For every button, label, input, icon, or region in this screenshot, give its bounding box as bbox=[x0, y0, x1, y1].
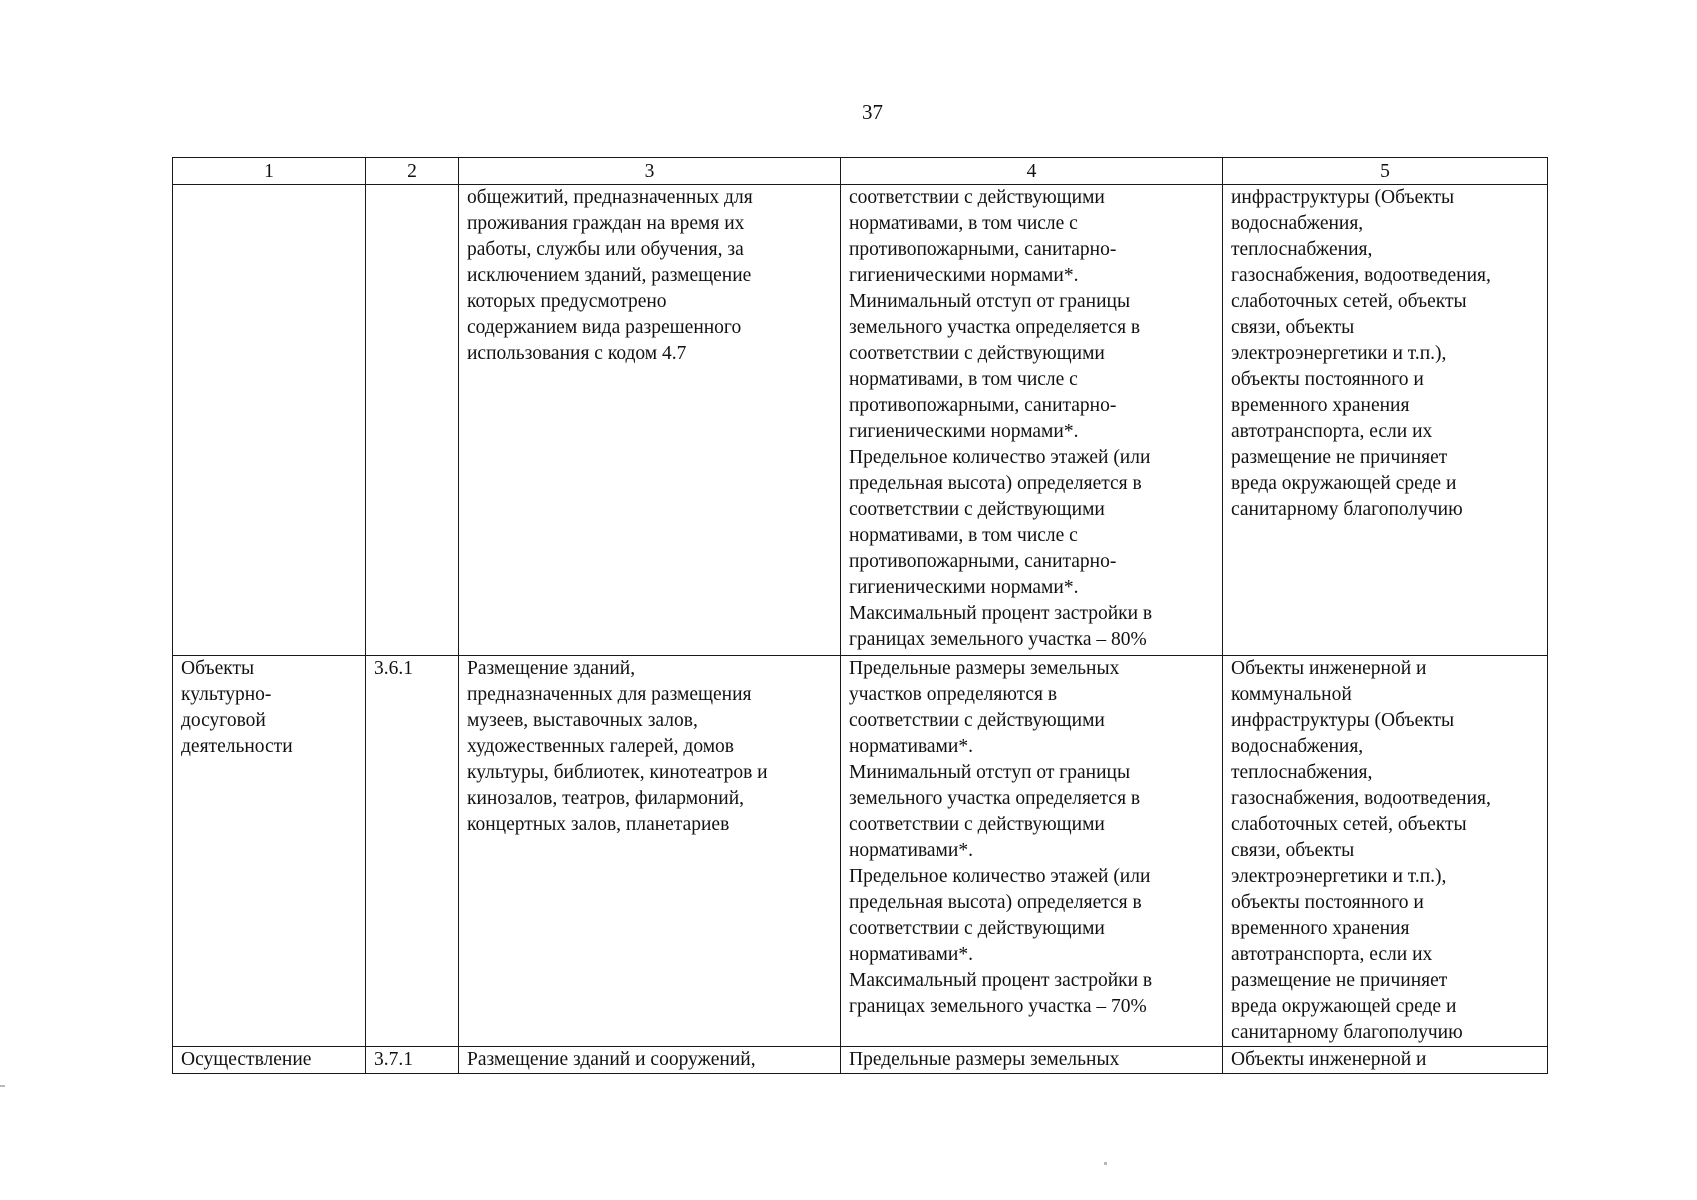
column-header-3: 3 bbox=[459, 158, 841, 185]
cell-text: инфраструктуры (Объекты водоснабжения, теплоснабжения, газоснабжения, водоотведения, слаботочных сетей, объекты связи, объекты электроэнергетики и т.п.), объекты постоянного и временного хранения автотранспорта, если их размещение не причиняет вреда окружающей среде и санитарному благополучию bbox=[1231, 187, 1491, 520]
cell-text: Предельные размеры земельных участков определяются в соответствии с действующими нормативами*. Минимальный отступ от границы земельного участка определяется в соответствии с действующими нормативами*. Предельное количество этажей (или предельная высота) определяется в соответствии с действующими нормативами*. Максимальный процент застройки в границах земельного участка – 70% bbox=[849, 658, 1153, 1017]
cell-text: Объекты культурно- досуговой деятельности bbox=[181, 658, 293, 757]
cell-text: Осуществление bbox=[181, 1049, 312, 1070]
cell-text: Размещение зданий, предназначенных для размещения музеев, выставочных залов, художественных галерей, домов культуры, библиотек, кинотеатров и кинозалов, театров, филармоний, концертных залов, планетариев bbox=[467, 658, 768, 835]
cell-use-description bbox=[459, 656, 841, 1047]
cell-use-name bbox=[173, 1047, 366, 1074]
cell-parameters bbox=[841, 1047, 1223, 1074]
cell-text: общежитий, предназначенных для проживания граждан на время их работы, службы или обучения, за исключением зданий, размещение которых предусмотрено содержанием вида разрешенного использования с кодом 4.7 bbox=[467, 187, 753, 364]
table-row bbox=[173, 1047, 1548, 1074]
column-header-1: 1 bbox=[173, 158, 366, 185]
cell-use-code bbox=[366, 185, 459, 656]
cell-text: Объекты инженерной и коммунальной инфраструктуры (Объекты водоснабжения, теплоснабжения, газоснабжения, водоотведения, слаботочных сетей, объекты связи, объекты электроэнергетики и т.п.), объекты постоянного и временного хранения автотранспорта, если их размещение не причиняет вреда окружающей среде и санитарному благополучию bbox=[1231, 658, 1491, 1043]
cell-use-name bbox=[173, 185, 366, 656]
cell-text: 3.7.1 bbox=[374, 1049, 413, 1070]
cell-text: 3.6.1 bbox=[374, 658, 413, 679]
cell-text: соответствии с действующими нормативами, в том числе с противопожарными, санитарно- гигиеническими нормами*. Минимальный отступ от границы земельного участка определяется в соответствии с действующими нормативами, в том числе с противопожарными, санитарно- гигиеническими нормами*. Предельное количество этажей (или предельная высота) определяется в соответствии с действующими нормативами, в том числе с противопожарными, санитарно- гигиеническими нормами*. Максимальный процент застройки в границах земельного участка – 80% bbox=[849, 187, 1153, 650]
scan-artifact bbox=[0, 1085, 5, 1087]
cell-use-description bbox=[459, 185, 841, 656]
cell-auxiliary-objects bbox=[1223, 656, 1548, 1047]
column-header-2: 2 bbox=[366, 158, 459, 185]
cell-text: Размещение зданий и сооружений, bbox=[467, 1049, 756, 1070]
cell-use-description bbox=[459, 1047, 841, 1074]
cell-auxiliary-objects bbox=[1223, 185, 1548, 656]
cell-use-code bbox=[366, 656, 459, 1047]
cell-parameters bbox=[841, 656, 1223, 1047]
column-header-5: 5 bbox=[1223, 158, 1548, 185]
cell-text: Предельные размеры земельных bbox=[849, 1049, 1120, 1070]
page-number: 37 bbox=[862, 100, 883, 124]
scan-artifact bbox=[1104, 1162, 1107, 1165]
cell-auxiliary-objects bbox=[1223, 1047, 1548, 1074]
zoning-table bbox=[172, 157, 1548, 1074]
cell-parameters bbox=[841, 185, 1223, 656]
table-row bbox=[173, 185, 1548, 656]
cell-text: Объекты инженерной и bbox=[1231, 1049, 1427, 1070]
table-header-row bbox=[173, 158, 1548, 185]
table-row bbox=[173, 656, 1548, 1047]
cell-use-code bbox=[366, 1047, 459, 1074]
cell-use-name bbox=[173, 656, 366, 1047]
column-header-4: 4 bbox=[841, 158, 1223, 185]
